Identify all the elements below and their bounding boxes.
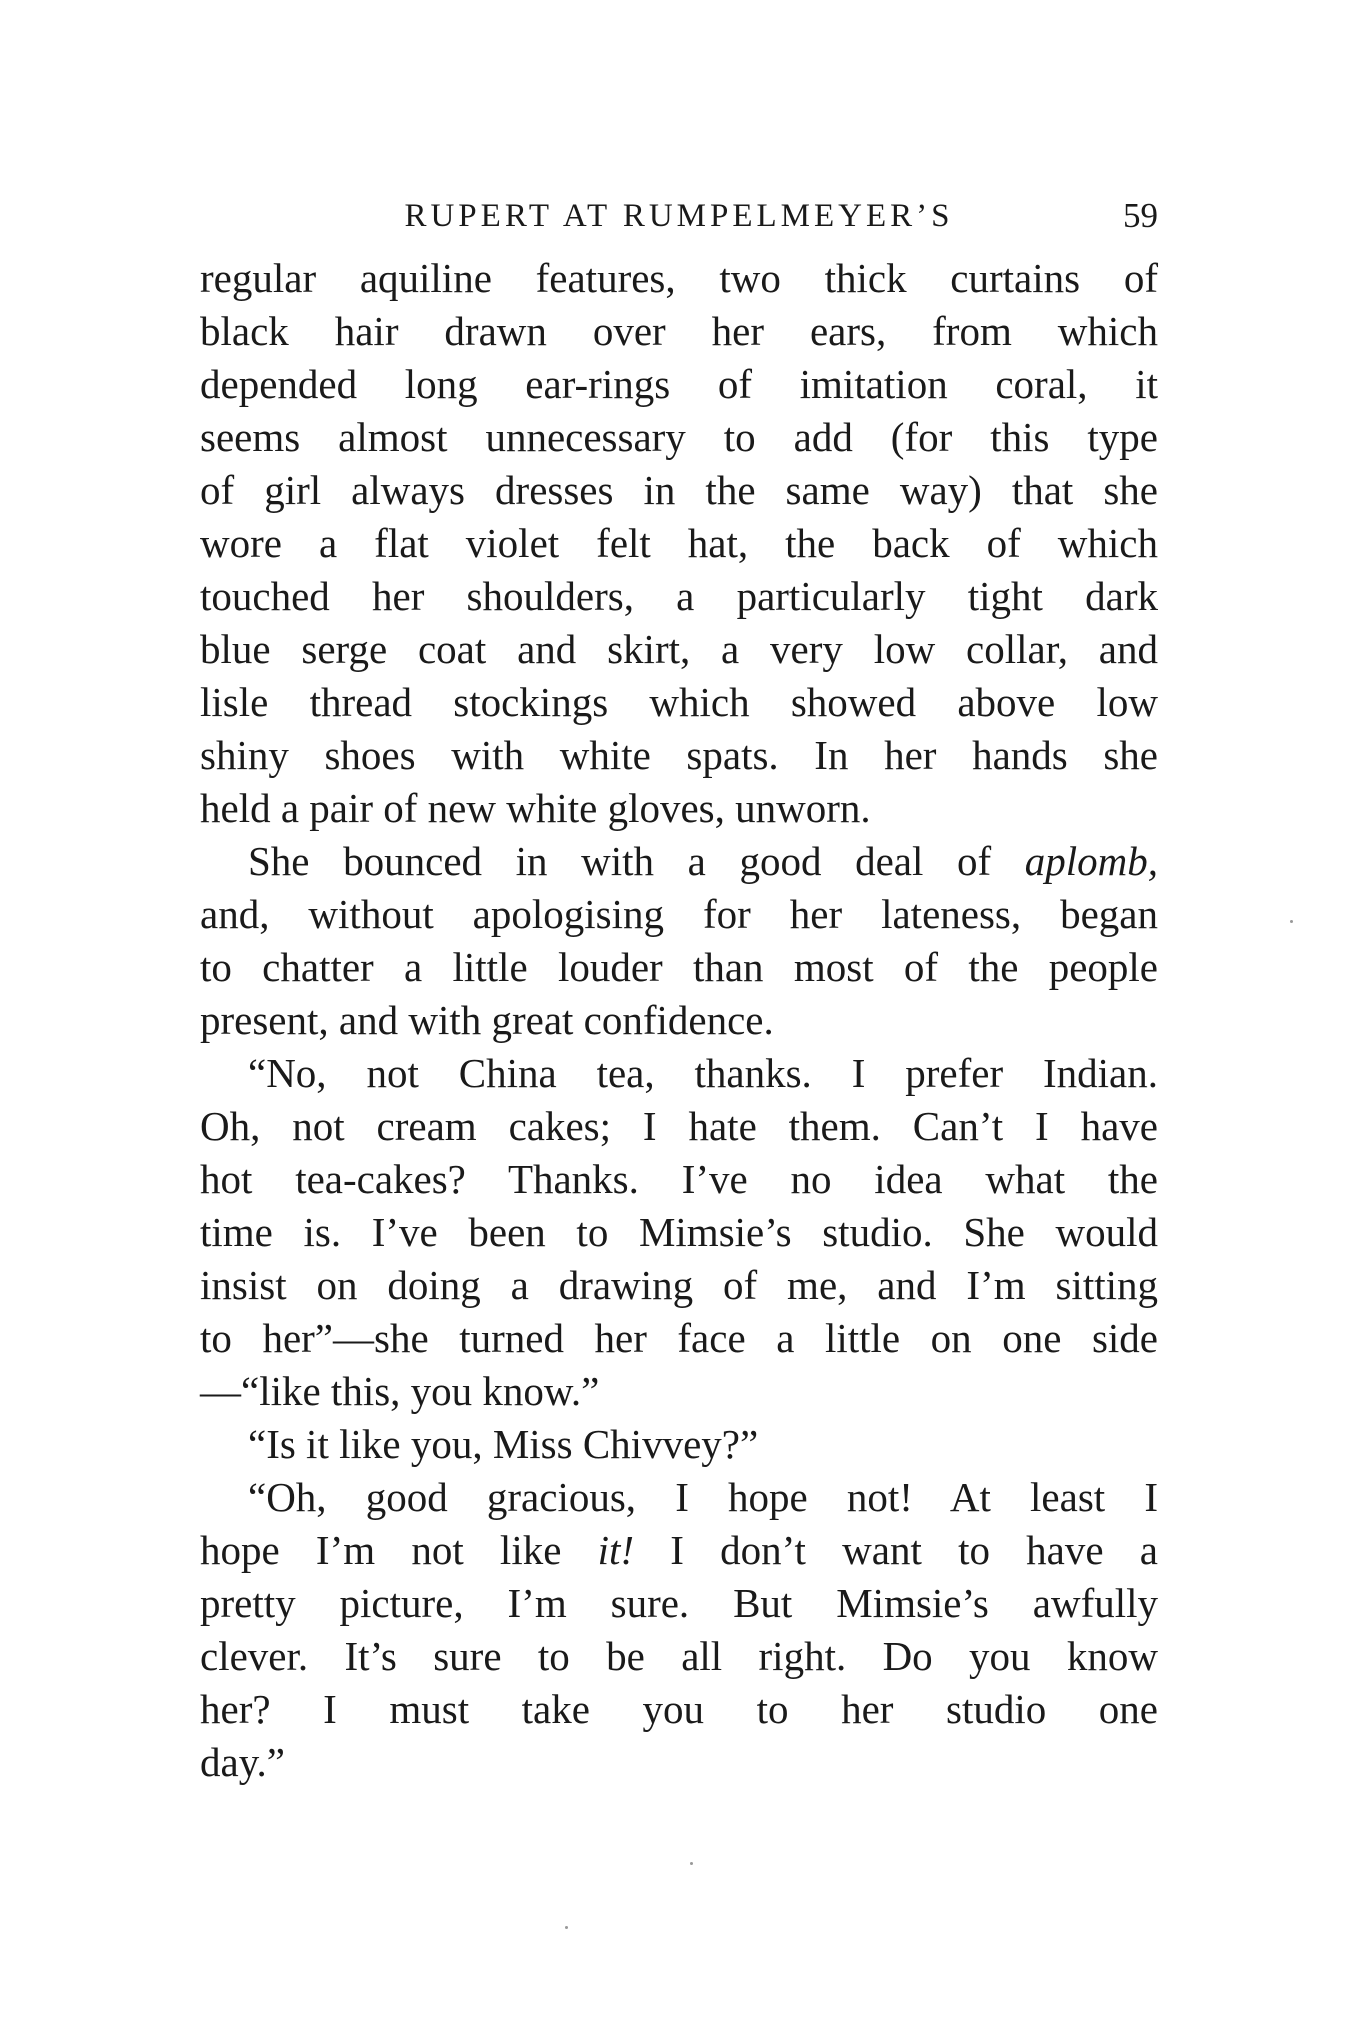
text-line: time is. I’ve been to Mimsie’s studio. She would — [200, 1209, 1158, 1255]
text-line: seems almost unnecessary to add (for this type — [200, 414, 1158, 460]
italic-word: aplomb, — [1024, 838, 1158, 884]
running-title: RUPERT AT RUMPELMEYER’S — [404, 198, 954, 234]
text-line: lisle thread stockings which showed above low — [200, 679, 1158, 725]
page-number: 59 — [1123, 196, 1158, 235]
text-line: “Is it like you, Miss Chivvey?” — [248, 1421, 759, 1467]
text-line: clever. It’s sure to be all right. Do you know — [200, 1633, 1158, 1679]
text-line: touched her shoulders, a particularly tight dark — [200, 573, 1158, 619]
text-line: hot tea-cakes? Thanks. I’ve no idea what the — [200, 1156, 1158, 1202]
text-line: her? I must take you to her studio one — [200, 1686, 1158, 1732]
text-segment: hope I’m not like — [200, 1527, 598, 1573]
italic-word: it! — [597, 1527, 635, 1573]
text-line: held a pair of new white gloves, unworn. — [200, 785, 871, 831]
text-line: pretty picture, I’m sure. But Mimsie’s awfully — [200, 1580, 1158, 1626]
text-line: to her”—she turned her face a little on one side — [200, 1315, 1158, 1361]
text-line: “No, not China tea, thanks. I prefer Indian. — [248, 1050, 1158, 1096]
text-segment: I don’t want to have a — [634, 1527, 1158, 1573]
text-line — [200, 1524, 1158, 1577]
running-head — [200, 188, 1158, 244]
text-line: regular aquiline features, two thick curtains of — [200, 255, 1158, 301]
text-line: “Oh, good gracious, I hope not! At least I — [248, 1474, 1158, 1520]
paper-speck — [565, 1926, 568, 1929]
text-line: —“like this, you know.” — [200, 1368, 600, 1414]
paper-speck — [1290, 920, 1293, 923]
text-line: blue serge coat and skirt, a very low collar, and — [200, 626, 1158, 672]
text-segment: She bounced in with a good deal of — [248, 838, 1025, 884]
text-line — [200, 835, 1158, 888]
text-line: depended long ear-rings of imitation coral, it — [200, 361, 1158, 407]
body-text — [200, 252, 1158, 1789]
text-line: shiny shoes with white spats. In her hands she — [200, 732, 1158, 778]
text-line: present, and with great confidence. — [200, 997, 774, 1043]
text-line: wore a flat violet felt hat, the back of which — [200, 520, 1158, 566]
paper-speck — [690, 1862, 693, 1865]
text-line: to chatter a little louder than most of the people — [200, 944, 1158, 990]
text-line: insist on doing a drawing of me, and I’m sitting — [200, 1262, 1158, 1308]
text-line: day.” — [200, 1739, 285, 1785]
text-line: black hair drawn over her ears, from which — [200, 308, 1158, 354]
text-line: and, without apologising for her lateness, began — [200, 891, 1158, 937]
text-line: of girl always dresses in the same way) that she — [200, 467, 1158, 513]
text-line: Oh, not cream cakes; I hate them. Can’t I have — [200, 1103, 1158, 1149]
